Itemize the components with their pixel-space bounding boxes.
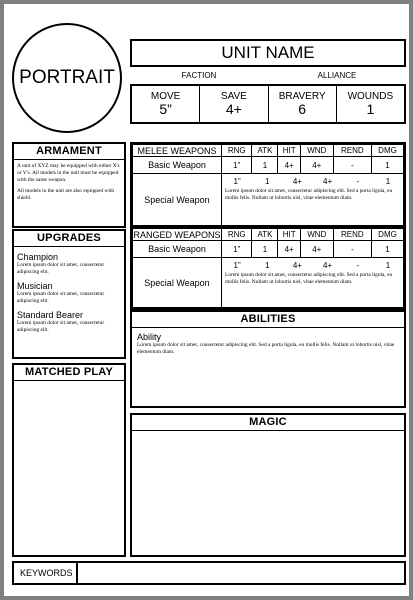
weapon-hit: 4+ bbox=[278, 241, 301, 258]
stat-bravery bbox=[269, 86, 337, 122]
weapon-dmg: 1 bbox=[385, 177, 391, 186]
weapon-name: Special Weapon bbox=[133, 174, 222, 226]
ranged-weapons-box bbox=[130, 226, 406, 310]
weapon-rng: 1” bbox=[233, 261, 241, 270]
stat-bravery-value: 6 bbox=[298, 101, 307, 117]
upgrade-desc: Lorem ipsum dolor sit amet, consectetur adipiscing elit. bbox=[17, 320, 105, 333]
stat-bravery-label: BRAVERY bbox=[278, 91, 326, 102]
stat-save-label: SAVE bbox=[220, 91, 247, 102]
unit-name-box bbox=[130, 39, 406, 67]
ranged-title: RANGED WEAPONS bbox=[133, 229, 221, 240]
keywords-label: KEYWORDS bbox=[14, 563, 78, 583]
weapon-wnd: 4+ bbox=[323, 177, 333, 186]
magic-box bbox=[130, 413, 406, 557]
weapon-wnd: 4+ bbox=[300, 157, 333, 174]
weapon-wnd: 4+ bbox=[323, 261, 333, 270]
col-atk: ATK bbox=[252, 229, 278, 241]
melee-title: MELEE WEAPONS bbox=[133, 145, 222, 157]
alliance-label: ALLIANCE bbox=[317, 71, 357, 80]
weapon-rng: 1” bbox=[222, 157, 252, 174]
weapon-dmg: 1 bbox=[372, 157, 404, 174]
weapon-rend: - bbox=[333, 157, 371, 174]
weapon-desc: Lorem ipsum dolor sit amet, consectetur adipiscing elit. Sed a porta ligula, eu mollis felis. Nullam ut lobortis nisl, vitae elementum diam. bbox=[225, 272, 393, 285]
matched-play-box bbox=[12, 363, 126, 557]
weapon-hit: 4+ bbox=[278, 157, 301, 174]
keywords-box bbox=[12, 561, 406, 585]
ranged-weapons-table bbox=[132, 228, 404, 308]
stat-wounds-label: WOUNDS bbox=[347, 91, 394, 102]
table-row bbox=[133, 174, 404, 226]
upgrade-item bbox=[14, 276, 124, 305]
weapon-name: Basic Weapon bbox=[133, 157, 222, 174]
magic-title: MAGIC bbox=[132, 415, 404, 431]
weapon-stats-line bbox=[222, 174, 403, 186]
stat-save-value: 4+ bbox=[225, 101, 242, 117]
weapon-dmg: 1 bbox=[385, 261, 391, 270]
weapon-rng: 1” bbox=[222, 241, 252, 258]
armament-text-1: A unit of XYZ may be equipped with either X's or Y's. All models in the unit must be equipped with the same weapon. bbox=[17, 163, 120, 183]
weapon-rend: - bbox=[356, 261, 360, 270]
weapon-name: Special Weapon bbox=[133, 258, 222, 308]
weapon-desc: Lorem ipsum dolor sit amet, consectetur adipiscing elit. Sed a porta ligula, eu mollis felis. Nullam ut lobortis nisl, vitae elementum diam. bbox=[225, 188, 393, 201]
upgrade-name: Musician bbox=[17, 281, 53, 291]
stat-wounds bbox=[337, 86, 404, 122]
col-rng: RNG bbox=[222, 229, 252, 241]
upgrade-desc: Lorem ipsum dolor sit amet, consectetur adipiscing elit. bbox=[17, 262, 105, 275]
weapon-rend: - bbox=[333, 241, 371, 258]
upgrade-name: Standard Bearer bbox=[17, 310, 84, 320]
table-row bbox=[133, 157, 404, 174]
weapon-name: Basic Weapon bbox=[133, 241, 222, 258]
upgrades-box bbox=[12, 229, 126, 359]
upgrade-desc: Lorem ipsum dolor sit amet, consectetur adipiscing elit. bbox=[17, 291, 105, 304]
weapon-hit: 4+ bbox=[292, 177, 302, 186]
col-atk: ATK bbox=[252, 145, 278, 157]
col-wnd: WND bbox=[300, 145, 333, 157]
weapon-wnd: 4+ bbox=[300, 241, 333, 258]
weapon-atk: 1 bbox=[252, 241, 278, 258]
faction-row bbox=[130, 67, 406, 85]
melee-weapons-box bbox=[130, 142, 406, 228]
col-dmg: DMG bbox=[372, 145, 404, 157]
faction-label: FACTION bbox=[181, 71, 217, 80]
weapon-rend: - bbox=[356, 177, 360, 186]
upgrade-item bbox=[14, 247, 124, 276]
upgrade-item bbox=[14, 305, 124, 334]
col-rend: REND bbox=[333, 229, 371, 241]
col-wnd: WND bbox=[300, 229, 333, 241]
keywords-field bbox=[78, 563, 404, 583]
col-hit: HIT bbox=[278, 229, 301, 241]
stat-save bbox=[200, 86, 268, 122]
melee-header-row bbox=[133, 145, 404, 157]
ranged-header-row bbox=[133, 229, 404, 241]
weapon-atk: 1 bbox=[265, 261, 270, 270]
col-hit: HIT bbox=[278, 145, 301, 157]
col-rend: REND bbox=[333, 145, 371, 157]
upgrade-name: Champion bbox=[17, 252, 59, 262]
stat-move-label: MOVE bbox=[150, 91, 181, 102]
table-row bbox=[133, 258, 404, 308]
weapon-dmg: 1 bbox=[372, 241, 404, 258]
stat-wounds-value: 1 bbox=[366, 101, 375, 117]
warscroll-page bbox=[4, 4, 409, 596]
weapon-stats-cell bbox=[222, 174, 404, 226]
weapon-atk: 1 bbox=[252, 157, 278, 174]
armament-box bbox=[12, 142, 126, 228]
col-rng: RNG bbox=[222, 145, 252, 157]
upgrades-title: UPGRADES bbox=[14, 231, 124, 247]
armament-text-2: All models in the unit are also equipped with shield. bbox=[17, 188, 115, 201]
ability-desc: Lorem ipsum dolor sit amet, consectetur adipiscing elit. Sed a porta ligula, eu mollis felis. Nullam ut lobortis nisl, vitae elementum diam. bbox=[137, 342, 395, 355]
stat-move bbox=[132, 86, 200, 122]
portrait-label: PORTRAIT bbox=[19, 67, 115, 88]
weapon-stats-line bbox=[222, 258, 403, 270]
col-dmg: DMG bbox=[372, 229, 404, 241]
weapon-atk: 1 bbox=[265, 177, 270, 186]
weapon-stats-cell bbox=[222, 258, 404, 308]
abilities-title: ABILITIES bbox=[132, 312, 404, 328]
abilities-box bbox=[130, 310, 406, 408]
stat-move-value: 5” bbox=[159, 101, 172, 117]
stats-box bbox=[130, 84, 406, 124]
weapon-rng: 1” bbox=[233, 177, 241, 186]
weapon-hit: 4+ bbox=[292, 261, 302, 270]
ability-name: Ability bbox=[137, 332, 162, 342]
armament-title: ARMAMENT bbox=[14, 144, 124, 160]
portrait-circle bbox=[12, 23, 122, 133]
melee-weapons-table bbox=[132, 144, 404, 226]
table-row bbox=[133, 241, 404, 258]
matched-play-title: MATCHED PLAY bbox=[14, 365, 124, 381]
unit-name: UNIT NAME bbox=[221, 43, 315, 62]
